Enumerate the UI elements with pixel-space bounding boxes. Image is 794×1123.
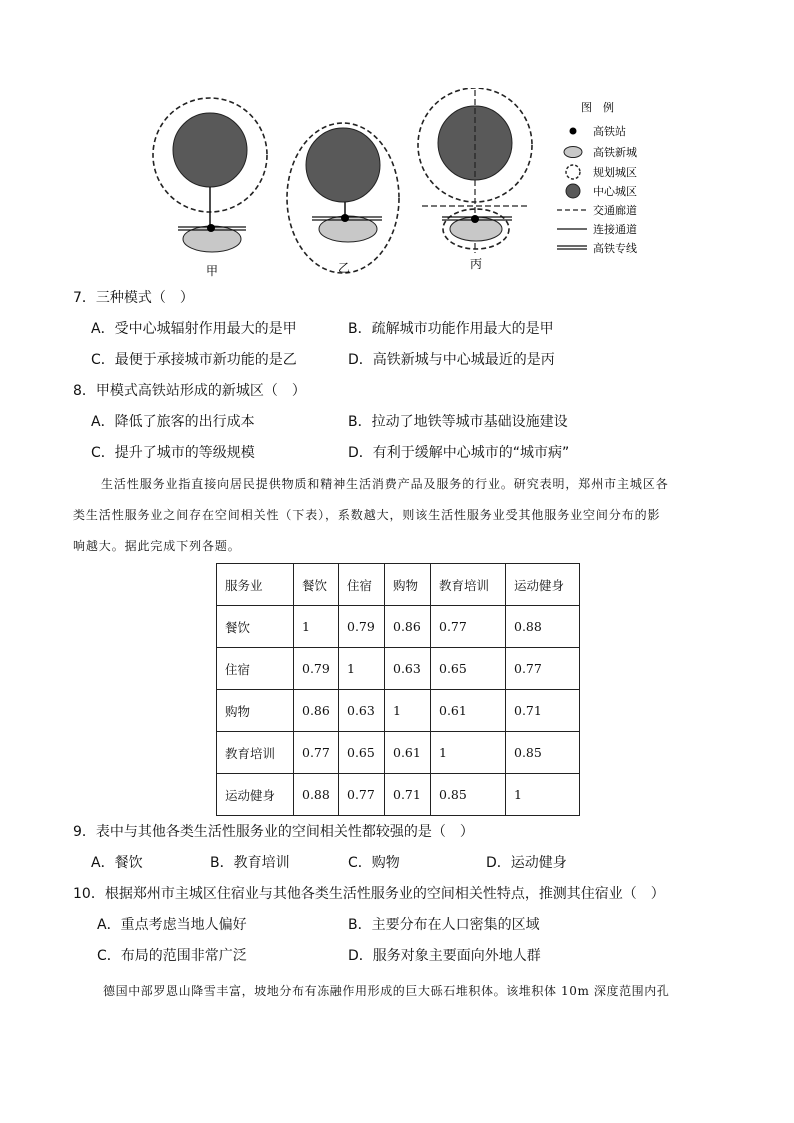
table-cell: 1: [506, 774, 580, 816]
legend-label-hsr-station: 高铁站: [593, 125, 626, 138]
legend-label-connecting: 连接通道: [593, 223, 637, 236]
table-cell: 0.86: [385, 606, 431, 648]
table-cell: 1: [385, 690, 431, 732]
table-cell: 0.61: [385, 732, 431, 774]
question-7-option-c: C．最便于承接城市新功能的是乙: [91, 352, 297, 368]
question-10-option-c: C．布局的范围非常广泛: [97, 948, 247, 964]
central-urban-area-icon: [566, 184, 580, 198]
question-10-option-d: D．服务对象主要面向外地人群: [348, 948, 541, 964]
table-header-cell: 服务业: [217, 564, 294, 606]
table-cell: 0.65: [431, 648, 506, 690]
question-7-option-a: A．受中心城辐射作用最大的是甲: [91, 321, 297, 337]
table-cell: 0.79: [339, 606, 385, 648]
question-9-option-b: B．教育培训: [210, 855, 290, 871]
table-cell: 0.88: [506, 606, 580, 648]
table-header-cell: 教育培训: [431, 564, 506, 606]
table-cell: 运动健身: [217, 774, 294, 816]
passage-service-industry: [73, 469, 723, 562]
question-8-option-b: B．拉动了地铁等城市基础设施建设: [348, 414, 568, 430]
table-row: [217, 774, 580, 816]
table-cell: 购物: [217, 690, 294, 732]
table-cell: 0.77: [506, 648, 580, 690]
table-cell: 1: [294, 606, 339, 648]
hsr-new-city-icon: [564, 147, 582, 158]
mode-yi-diagram: [287, 123, 399, 275]
hsr-modes-figure: [150, 88, 650, 280]
table-cell: 1: [431, 732, 506, 774]
table-cell: 0.61: [431, 690, 506, 732]
passage-line-3: 响越大。据此完成下列各题。: [73, 539, 241, 553]
table-header-cell: 住宿: [339, 564, 385, 606]
label-bing: 丙: [470, 257, 483, 271]
question-7-stem: 7．三种模式（ ）: [73, 290, 194, 306]
table-cell: 0.71: [506, 690, 580, 732]
correlation-table: [216, 563, 580, 816]
hsr-station-yi: [341, 214, 349, 222]
legend-label-central-area: 中心城区: [593, 185, 637, 198]
legend-label-planned-area: 规划城区: [593, 166, 637, 179]
table-cell: 0.79: [294, 648, 339, 690]
question-8-stem: 8．甲模式高铁站形成的新城区（ ）: [73, 383, 306, 399]
hsr-station-bing: [471, 215, 479, 223]
table-header-row: [217, 564, 580, 606]
passage-line-2: 类生活性服务业之间存在空间相关性（下表），系数越大，则该生活性服务业受其他服务业空间分布的影: [73, 508, 661, 522]
table-header-cell: 运动健身: [506, 564, 580, 606]
passage-rhon-mountain: [73, 976, 753, 1007]
table-cell: 住宿: [217, 648, 294, 690]
table-cell: 0.65: [339, 732, 385, 774]
passage-line-1: 生活性服务业指直接向居民提供物质和精神生活消费产品及服务的行业。研究表明，郑州市主城区各: [101, 477, 669, 491]
legend-title: 图 例: [581, 101, 614, 114]
label-yi: 乙: [338, 261, 351, 275]
question-9-option-d: D．运动健身: [486, 855, 567, 871]
question-10-option-b: B．主要分布在人口密集的区域: [348, 917, 540, 933]
hsr-station-jia: [207, 224, 215, 232]
legend-label-hsr-new-city: 高铁新城: [593, 146, 637, 159]
question-7-option-d: D．高铁新城与中心城最近的是丙: [348, 352, 555, 368]
table-cell: 0.63: [339, 690, 385, 732]
table-cell: 0.77: [339, 774, 385, 816]
question-10-stem: 10．根据郑州市主城区住宿业与其他各类生活性服务业的空间相关性特点，推测其住宿业（ ）: [73, 886, 665, 902]
question-9-option-c: C．购物: [348, 855, 400, 871]
legend-label-hsr-line: 高铁专线: [593, 242, 637, 255]
question-8-option-c: C．提升了城市的等级规模: [91, 445, 255, 461]
table-cell: 0.77: [431, 606, 506, 648]
question-7-option-b: B．疏解城市功能作用最大的是甲: [348, 321, 554, 337]
table-cell: 0.88: [294, 774, 339, 816]
table-header-cell: 购物: [385, 564, 431, 606]
passage-2-line-1: 德国中部罗恩山降雪丰富，坡地分布有冻融作用形成的巨大砾石堆积体。该堆积体 10m 深度范围内孔: [103, 984, 670, 998]
central-urban-area-yi: [306, 128, 380, 202]
mode-jia-diagram: [153, 98, 267, 278]
table-row: [217, 732, 580, 774]
question-9-stem: 9．表中与其他各类生活性服务业的空间相关性都较强的是（ ）: [73, 824, 474, 840]
table-cell: 0.77: [294, 732, 339, 774]
table-cell: 0.71: [385, 774, 431, 816]
table-cell: 0.85: [431, 774, 506, 816]
table-cell: 教育培训: [217, 732, 294, 774]
table-header-cell: 餐饮: [294, 564, 339, 606]
question-8-option-a: A．降低了旅客的出行成本: [91, 414, 255, 430]
table-cell: 0.63: [385, 648, 431, 690]
table-row: [217, 648, 580, 690]
table-row: [217, 690, 580, 732]
hsr-station-icon: [570, 128, 577, 135]
table-cell: 1: [339, 648, 385, 690]
table-row: [217, 606, 580, 648]
table-cell: 0.86: [294, 690, 339, 732]
planned-urban-area-icon: [566, 165, 580, 179]
legend: [557, 100, 637, 255]
question-8-option-d: D．有利于缓解中心城市的“城市病”: [348, 445, 570, 461]
mode-bing-diagram: [418, 88, 532, 271]
question-10-option-a: A．重点考虑当地人偏好: [97, 917, 247, 933]
question-9-option-a: A．餐饮: [91, 855, 143, 871]
legend-label-corridor: 交通廊道: [593, 204, 637, 217]
central-urban-area-jia: [173, 113, 247, 187]
table-cell: 餐饮: [217, 606, 294, 648]
table-cell: 0.85: [506, 732, 580, 774]
label-jia: 甲: [206, 264, 219, 278]
